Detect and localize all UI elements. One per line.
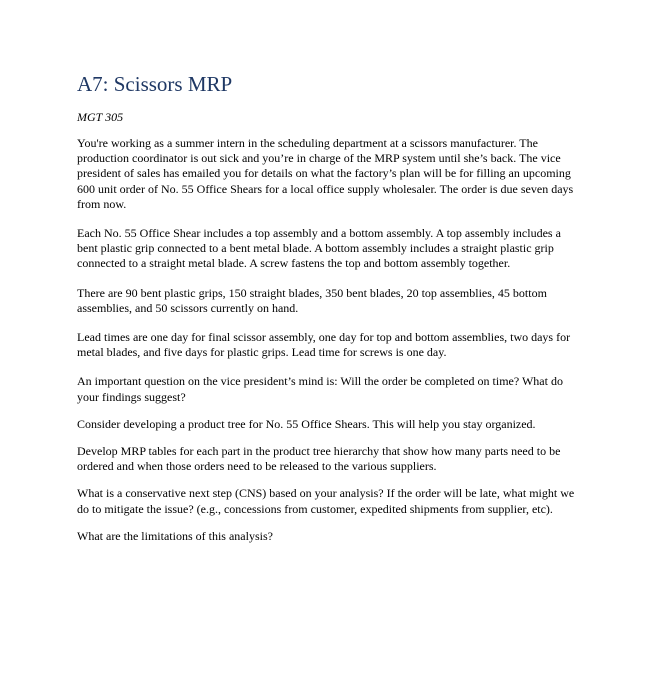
paragraph-assembly: Each No. 55 Office Shear includes a top assembly and a bottom assembly. A top assembly includes a bent plastic grip connected to a bent metal blade. A bottom assembly includes a straight plastic grip connected to a straight metal blade. A screw fastens the top and bottom assembly together. [77, 226, 561, 271]
paragraph-limitations: What are the limitations of this analysis? [77, 528, 273, 543]
paragraph-question: An important question on the vice president’s mind is: Will the order be completed on time? What do your findings suggest? [77, 374, 563, 404]
course-code: MGT 305 [77, 110, 124, 124]
paragraph-next-step: What is a conservative next step (CNS) based on your analysis? If the order will be late, what might we do to mitigate the issue? (e.g., concessions from customer, expedited shipments from supplier, etc). [77, 486, 575, 516]
paragraph-intro: You're working as a summer intern in the scheduling department at a scissors manufacturer. The production coordinator is out sick and you’re in charge of the MRP system until she’s back. The vice president of sales has emailed you for details on what the factory’s plan will be for filling an upcoming 600 unit order of No. 55 Office Shears for a local office supply wholesaler. The order is due seven days from now. [77, 136, 574, 211]
document-title: A7: Scissors MRP [77, 72, 233, 96]
paragraph-inventory: There are 90 bent plastic grips, 150 straight blades, 350 bent blades, 20 top assemblies, 45 bottom assemblies, and 50 scissors currently on hand. [77, 285, 547, 315]
paragraph-lead-times: Lead times are one day for final scissor assembly, one day for top and bottom assemblies, two days for metal blades, and five days for plastic grips. Lead time for screws is one day. [77, 330, 571, 360]
document-page [77, 70, 582, 544]
paragraph-product-tree: Consider developing a product tree for No. 55 Office Shears. This will help you stay organized. [77, 416, 536, 431]
paragraph-mrp-tables: Develop MRP tables for each part in the product tree hierarchy that show how many parts need to be ordered and when those orders need to be released to the various suppliers. [77, 444, 561, 474]
